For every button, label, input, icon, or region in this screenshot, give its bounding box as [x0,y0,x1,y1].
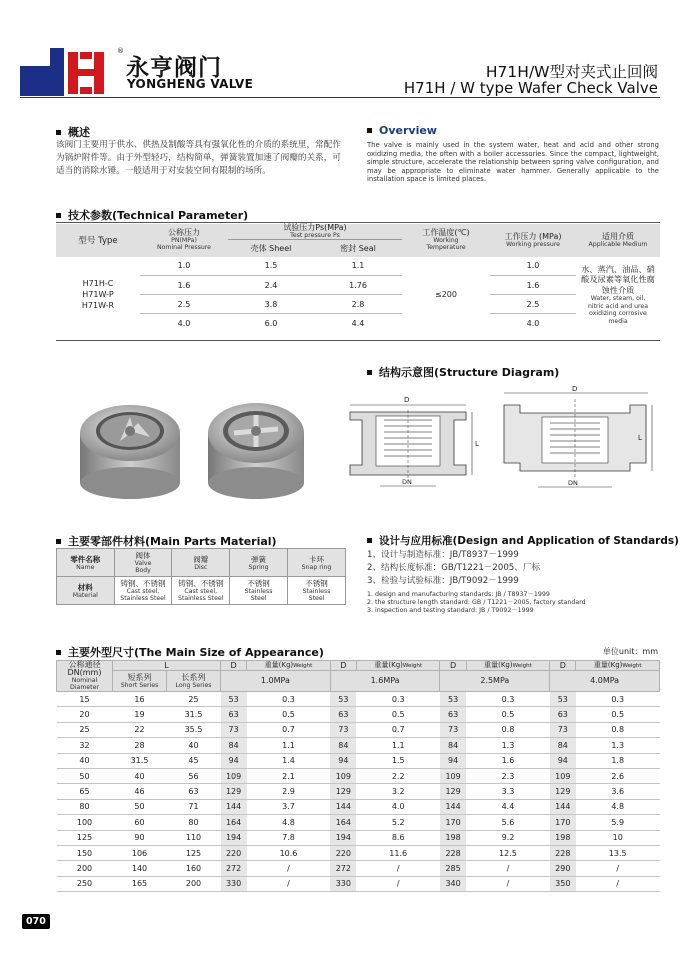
size-cell: 10.6 [247,845,331,860]
size-cell: 200 [57,861,113,876]
size-cell: 150 [57,845,113,860]
standard-item: 3、检验与试验标准：JB/T9092－1999 [367,576,519,586]
tech-h-seal: 密封 Seal [314,240,402,257]
size-cell: 0.3 [576,692,660,707]
sizes-h-pressure: 2.5MPa [440,671,550,692]
size-cell: 164 [221,815,247,830]
size-cell: 63 [330,707,356,722]
tech-cell: 1.0 [490,257,576,276]
size-cell: 3.2 [356,784,440,799]
tech-h-test: 试验压力Ps(MPa) Test pressure Ps [228,224,402,240]
size-row [57,753,660,768]
size-cell: 160 [167,861,221,876]
yongheng-logo-icon [20,48,120,96]
tech-cell: 2.4 [228,276,314,295]
sizes-h-wt: 重量(Kg)Weight [247,661,331,671]
parts-h-disc: 阀瓣 Disc [172,549,230,577]
size-cell: 25 [57,722,113,737]
size-cell: 0.8 [576,722,660,737]
size-cell: 63 [550,707,576,722]
size-cell: 31.5 [167,707,221,722]
size-cell: 84 [330,738,356,753]
tech-cell: 1.5 [228,257,314,276]
size-cell: / [576,876,660,891]
size-cell: 129 [440,784,466,799]
size-cell: 350 [550,876,576,891]
sizes-unit: 单位unit：mm [602,647,658,656]
tech-cell: 1.0 [140,257,228,276]
size-cell: 15 [57,692,113,707]
size-cell: 144 [221,799,247,814]
size-cell: 144 [440,799,466,814]
size-cell: 170 [550,815,576,830]
size-cell: / [466,861,550,876]
size-cell: 50 [57,768,113,783]
size-cell: 1.8 [576,753,660,768]
size-cell: 109 [330,768,356,783]
size-cell: / [356,876,440,891]
size-cell: 272 [221,861,247,876]
size-cell: 1.5 [356,753,440,768]
tech-h-wp: 工作压力 (MPa) Working pressure [490,224,576,257]
size-cell: 330 [221,876,247,891]
tech-cell: 4.0 [526,318,540,328]
tech-h-temp: 工作温度(℃) Working Temperature [402,224,490,257]
size-cell: 100 [57,815,113,830]
tech-cell: 3.8 [228,295,314,314]
size-cell: 73 [550,722,576,737]
size-cell: 0.5 [576,707,660,722]
size-cell: 2.3 [466,768,550,783]
parts-cell: 不锈钢 Stainless Steel [230,577,288,605]
size-cell: 129 [330,784,356,799]
parts-cell: 铸钢、不锈钢 Cast steel, Stainless Steel [114,577,172,605]
size-cell: 2.2 [356,768,440,783]
sizes-h-d: D [440,661,466,671]
size-row [57,784,660,799]
size-row [57,845,660,860]
size-cell: 73 [440,722,466,737]
size-cell: 73 [221,722,247,737]
overview-heading-cn: 概述 [56,124,90,140]
size-cell: 11.6 [356,845,440,860]
tech-temp: ≤200 [435,290,457,299]
brand-name-en: YONGHENG VALVE [127,77,254,91]
size-cell: 0.5 [247,707,331,722]
size-cell: 80 [167,815,221,830]
tech-rule-bottom [56,340,660,341]
parts-h-snap: 卡环 Snap ring [288,549,346,577]
size-cell: 60 [113,815,167,830]
size-cell: 109 [221,768,247,783]
size-cell: 164 [330,815,356,830]
size-cell: 53 [550,692,576,707]
size-cell: 194 [221,830,247,845]
size-cell: 5.2 [356,815,440,830]
size-cell: 140 [113,861,167,876]
size-cell: 129 [221,784,247,799]
standard-item-en: 2. the structure length standard: GB / T1221－2005, factory standard [367,599,586,607]
parts-h-body: 阀体 Valve Body [114,549,172,577]
size-cell: 8.6 [356,830,440,845]
size-cell: 2.9 [247,784,331,799]
size-cell: 1.4 [247,753,331,768]
size-cell: 32 [57,738,113,753]
size-cell: 28 [113,738,167,753]
size-cell: 3.3 [466,784,550,799]
tech-medium: 水、蒸汽、油品、硝酸及尿素等氧化性腐蚀性介质 Water, steam, oil, nitric acid and urea oxidizing corrosive media [581,263,655,325]
size-row [57,692,660,707]
parts-table [56,548,346,605]
size-cell: 13.5 [576,845,660,860]
size-cell: 46 [113,784,167,799]
size-cell: 20 [57,707,113,722]
parts-row-label: 材料 Material [57,577,115,605]
size-cell: 5.9 [576,815,660,830]
size-cell: 228 [550,845,576,860]
size-cell: 40 [57,753,113,768]
sizes-h-wt: 重量(Kg)Weight [466,661,550,671]
size-cell: 94 [440,753,466,768]
standard-item: 1、设计与制造标准：JB/T8937－1999 [367,550,519,560]
size-cell: 1.6 [466,753,550,768]
size-cell: 73 [330,722,356,737]
size-cell: 50 [113,799,167,814]
standards-list [367,549,660,616]
parts-h-spring: 弹簧 Spring [230,549,288,577]
size-cell: 1.1 [247,738,331,753]
page-number: 070 [22,914,50,929]
parts-cell: 不锈钢 Stainless Steel [288,577,346,605]
sizes-table [56,660,660,892]
tech-h-pn: 公称压力 PN(MPa) Nominal Pressure [140,224,228,257]
size-cell: 90 [113,830,167,845]
size-cell: 40 [113,768,167,783]
sizes-h-wt: 重量(Kg)Weight [356,661,440,671]
tech-h-shell: 壳体 Sheel [228,240,314,257]
size-row [57,876,660,891]
tech-cell: 1.6 [140,276,228,295]
size-cell: 2.1 [247,768,331,783]
tech-cell: 2.8 [314,295,402,314]
size-cell: 84 [221,738,247,753]
size-cell: 35.5 [167,722,221,737]
size-cell: 65 [57,784,113,799]
size-cell: 272 [330,861,356,876]
size-cell: 125 [57,830,113,845]
size-cell: 170 [440,815,466,830]
tech-cell: 4.4 [351,318,365,328]
size-row [57,768,660,783]
size-cell: / [576,861,660,876]
size-cell: 45 [167,753,221,768]
parts-h-name: 零件名称 Name [57,549,115,577]
brand-name-cn: 永亨阀门 [126,55,222,81]
size-cell: 94 [330,753,356,768]
size-cell: 194 [330,830,356,845]
size-cell: 19 [113,707,167,722]
size-cell: 1.3 [466,738,550,753]
sizes-h-pressure: 1.0MPa [221,671,331,692]
size-cell: 0.5 [356,707,440,722]
size-cell: 220 [330,845,356,860]
size-cell: 250 [57,876,113,891]
size-cell: 285 [440,861,466,876]
sizes-h-pressure: 4.0MPa [550,671,660,692]
tech-cell: 4.0 [177,318,191,328]
size-cell: / [247,861,331,876]
parts-cell: 铸钢、不锈钢 Cast steel, Stainless Steel [172,577,230,605]
tech-models: H71H-C H71W-P H71W-R [81,279,115,310]
dim-label-l: L [475,440,479,448]
size-cell: 53 [330,692,356,707]
tech-cell: 1.6 [490,276,576,295]
size-cell: 63 [440,707,466,722]
size-cell: 109 [440,768,466,783]
tech-cell: 6.0 [264,318,278,328]
standard-item: 2、结构长度标准：GB/T1221－2005、厂标 [367,563,541,573]
size-cell: 71 [167,799,221,814]
tech-h-medium: 适用介质 Applicable Medium [576,224,660,257]
size-cell: 63 [221,707,247,722]
size-cell: / [466,876,550,891]
tech-cell: 1.76 [314,276,402,295]
tech-table [56,224,660,333]
dim-label-d: D [404,396,410,404]
size-cell: 80 [57,799,113,814]
valve-photo [74,393,314,503]
standards-heading: 设计与应用标准(Design and Application of Standards) [367,533,679,548]
sizes-h-d: D [550,661,576,671]
size-cell: 125 [167,845,221,860]
size-cell: 228 [440,845,466,860]
tech-cell: 2.5 [140,295,228,314]
size-cell: 109 [550,768,576,783]
structure-heading: 结构示意图(Structure Diagram) [367,364,559,380]
structure-diagram-right [498,385,658,495]
tech-cell: 2.5 [490,295,576,314]
page-title-en: H71H / W type Wafer Check Valve [403,79,658,97]
tech-h-model: 型号 Type [56,224,140,257]
size-cell: 0.5 [466,707,550,722]
overview-heading-en: Overview [367,124,437,137]
size-cell: 12.5 [466,845,550,860]
size-cell: 25 [167,692,221,707]
size-row [57,815,660,830]
size-cell: 3.6 [576,784,660,799]
size-cell: 0.3 [466,692,550,707]
tech-heading: 技术参数(Technical Parameter) [56,207,248,223]
dim-label-dn: DN [402,478,412,486]
size-cell: 94 [221,753,247,768]
size-cell: 0.8 [466,722,550,737]
sizes-h-short: 短系列 Short Series [113,671,167,692]
size-cell: 84 [550,738,576,753]
dim-label-dn: DN [568,479,578,487]
parts-heading: 主要零部件材料(Main Parts Material) [56,533,277,549]
size-cell: 3.7 [247,799,331,814]
size-cell: 0.3 [247,692,331,707]
sizes-h-dn: 公称通径 DN(mm) Nominal Diameter [57,661,113,692]
size-row [57,722,660,737]
dim-label-d: D [572,385,578,393]
sizes-h-d: D [221,661,247,671]
size-cell: 144 [550,799,576,814]
size-cell: 5.6 [466,815,550,830]
size-cell: 198 [550,830,576,845]
size-cell: 84 [440,738,466,753]
sizes-h-d: D [330,661,356,671]
size-cell: 0.7 [356,722,440,737]
sizes-h-wt: 重量(Kg)Weight [576,661,660,671]
size-row [57,830,660,845]
size-cell: 129 [550,784,576,799]
size-cell: / [356,861,440,876]
header-rule [20,97,660,98]
dim-label-l: L [638,434,642,442]
size-cell: 4.0 [356,799,440,814]
size-cell: 1.1 [356,738,440,753]
size-cell: 144 [330,799,356,814]
size-cell: 40 [167,738,221,753]
sizes-h-long: 长系列 Long Series [167,671,221,692]
standard-item-en: 1. design and manufacturing standards: JB / T8937－1999 [367,591,550,598]
size-cell: 4.4 [466,799,550,814]
size-row [57,799,660,814]
size-cell: 4.8 [247,815,331,830]
size-cell: 200 [167,876,221,891]
size-cell: 290 [550,861,576,876]
size-row [57,707,660,722]
standard-item-en: 3. inspection and testing standard: JB / T9092－1999 [367,607,534,615]
size-cell: 53 [440,692,466,707]
size-cell: 94 [550,753,576,768]
size-cell: 106 [113,845,167,860]
size-cell: 53 [221,692,247,707]
size-cell: 330 [330,876,356,891]
size-cell: 0.7 [247,722,331,737]
size-cell: 16 [113,692,167,707]
size-cell: 0.3 [356,692,440,707]
size-cell: 165 [113,876,167,891]
registered-mark: ® [117,47,124,55]
size-cell: 220 [221,845,247,860]
sizes-h-l: L [113,661,221,671]
size-cell: 198 [440,830,466,845]
tech-rule [56,222,660,223]
tech-cell: 1.1 [314,257,402,276]
size-row [57,861,660,876]
page-title-cn: H71H/W型对夹式止回阀 [485,63,658,81]
size-cell: / [247,876,331,891]
size-cell: 31.5 [113,753,167,768]
structure-diagram-left [340,390,492,496]
size-cell: 1.3 [576,738,660,753]
size-cell: 110 [167,830,221,845]
size-cell: 2.6 [576,768,660,783]
size-cell: 7.8 [247,830,331,845]
sizes-heading: 主要外型尺寸(The Main Size of Appearance) [56,644,324,660]
size-cell: 9.2 [466,830,550,845]
overview-text-en: The valve is mainly used in the system water, heat and acid and other strong oxidizing media, the often with a boiler accessories. Since the compact, lightweight, simple structure, accelerate the relationship between spring valve configuration, and may be appropriate to eliminate water hammer. Generally applicable to the installation space is limited places. [367,141,659,184]
sizes-h-pressure: 1.6MPa [330,671,440,692]
size-cell: 340 [440,876,466,891]
size-cell: 10 [576,830,660,845]
size-cell: 63 [167,784,221,799]
size-cell: 56 [167,768,221,783]
size-cell: 22 [113,722,167,737]
size-row [57,738,660,753]
overview-text-cn: 该阀门主要用于供水、供热及制酸等具有强氧化性的介质的系统里，常配作为锅炉附件等。由于外型轻巧，结构简单，弹簧装置加速了阀瓣的关系，可适当的消除水锤。一般适用于对安装空间有限制的场所。 [56,140,341,177]
size-cell: 4.8 [576,799,660,814]
